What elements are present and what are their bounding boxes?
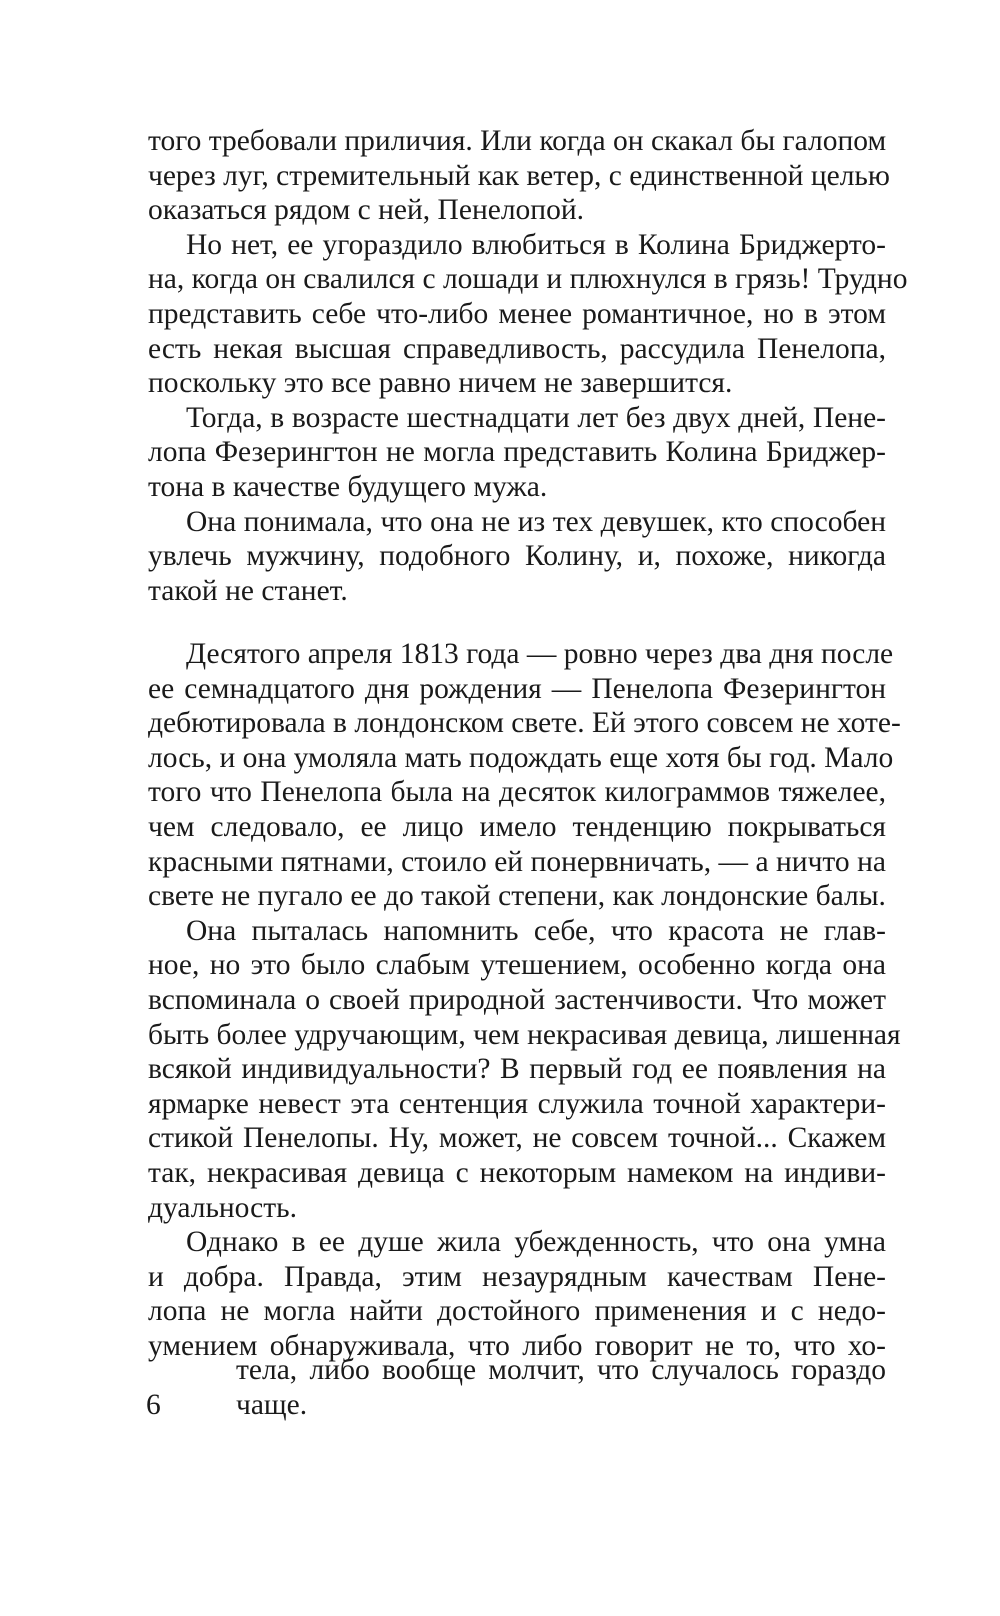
text-line: красными пятнами, стоило ей понервничать, — а ничто на xyxy=(148,845,886,878)
text-line: так, некрасивая девица с некоторым намеком на индиви- xyxy=(148,1156,886,1189)
text-line: дуальность. xyxy=(148,1191,297,1224)
text-line: такой не станет. xyxy=(148,574,348,607)
text-line: умением обнаруживала, что либо говорит не то, что хо- xyxy=(148,1329,886,1362)
text-line: Однако в ее душе жила убежденность, что она умна xyxy=(186,1226,886,1259)
text-line: дебютировала в лондонском свете. Ей этого совсем не хоте- xyxy=(148,707,901,740)
text-line: лось, и она умоляла мать подождать еще хотя бы год. Мало xyxy=(148,741,894,774)
text-line: тела, либо вообще молчит, что случалось гораздо xyxy=(236,1354,886,1386)
text-line: Она пыталась напомнить себе, что красота не глав- xyxy=(186,914,886,947)
text-line: чем следовало, ее лицо имело тенденцию покрываться xyxy=(148,810,886,843)
text-line: свете не пугало ее до такой степени, как лондонские балы. xyxy=(148,880,886,913)
text-line: ное, но это было слабым утешением, особенно когда она xyxy=(148,949,886,982)
text-line: лопа Фезерингтон не могла представить Колина Бриджер- xyxy=(148,436,886,469)
page-number: 6 xyxy=(146,1389,161,1421)
text-line: на, когда он свалился с лошади и плюхнулся в грязь! Трудно xyxy=(148,263,908,296)
text-line: ее семнадцатого дня рождения — Пенелопа Фезерингтон xyxy=(148,672,886,705)
text-line: быть более удручающим, чем некрасивая девица, лишенная xyxy=(148,1018,901,1051)
text-line: стикой Пенелопы. Ну, может, не совсем точной... Скажем xyxy=(148,1122,886,1155)
text-line: чаще. xyxy=(236,1388,308,1421)
text-line: ярмарке невест эта сентенция служила точной характери- xyxy=(148,1087,886,1120)
text-line: того требовали приличия. Или когда он скакал бы галопом xyxy=(148,125,887,157)
text-section-2 xyxy=(148,637,901,1363)
text-line: тона в качестве будущего мужа. xyxy=(148,470,548,503)
text-line: вспоминала о своей природной застенчивости. Что может xyxy=(148,983,886,1016)
text-line: оказаться рядом с ней, Пенелопой. xyxy=(148,194,584,227)
text-section-1 xyxy=(148,124,908,608)
text-line: всякой индивидуальности? В первый год ее появления на xyxy=(148,1053,886,1086)
text-line: представить себе что-либо менее романтичное, но в этом xyxy=(148,297,886,330)
text-line: есть некая высшая справедливость, рассудила Пенелопа, xyxy=(148,332,886,365)
text-line: Десятого апреля 1813 года — ровно через два дня после xyxy=(186,638,894,670)
text-line: того что Пенелопа была на десяток килограммов тяжелее, xyxy=(148,776,886,809)
text-line: Тогда, в возрасте шестнадцати лет без двух дней, Пене- xyxy=(186,401,886,434)
text-line: через луг, стремительный как ветер, с единственной целью xyxy=(148,159,890,192)
text-line: Но нет, ее угораздило влюбиться в Колина Бриджерто- xyxy=(186,228,886,261)
text-line: лопа не могла найти достойного применения и с недо- xyxy=(148,1295,886,1328)
text-line: поскольку это все равно ничем не завершится. xyxy=(148,367,733,400)
text-line: Она понимала, что она не из тех девушек, кто способен xyxy=(186,505,886,538)
text-line: и добра. Правда, этим незаурядным качествам Пене- xyxy=(148,1260,886,1293)
text-line: увлечь мужчину, подобного Колину, и, похоже, никогда xyxy=(148,540,886,573)
text-tail xyxy=(236,1353,886,1422)
